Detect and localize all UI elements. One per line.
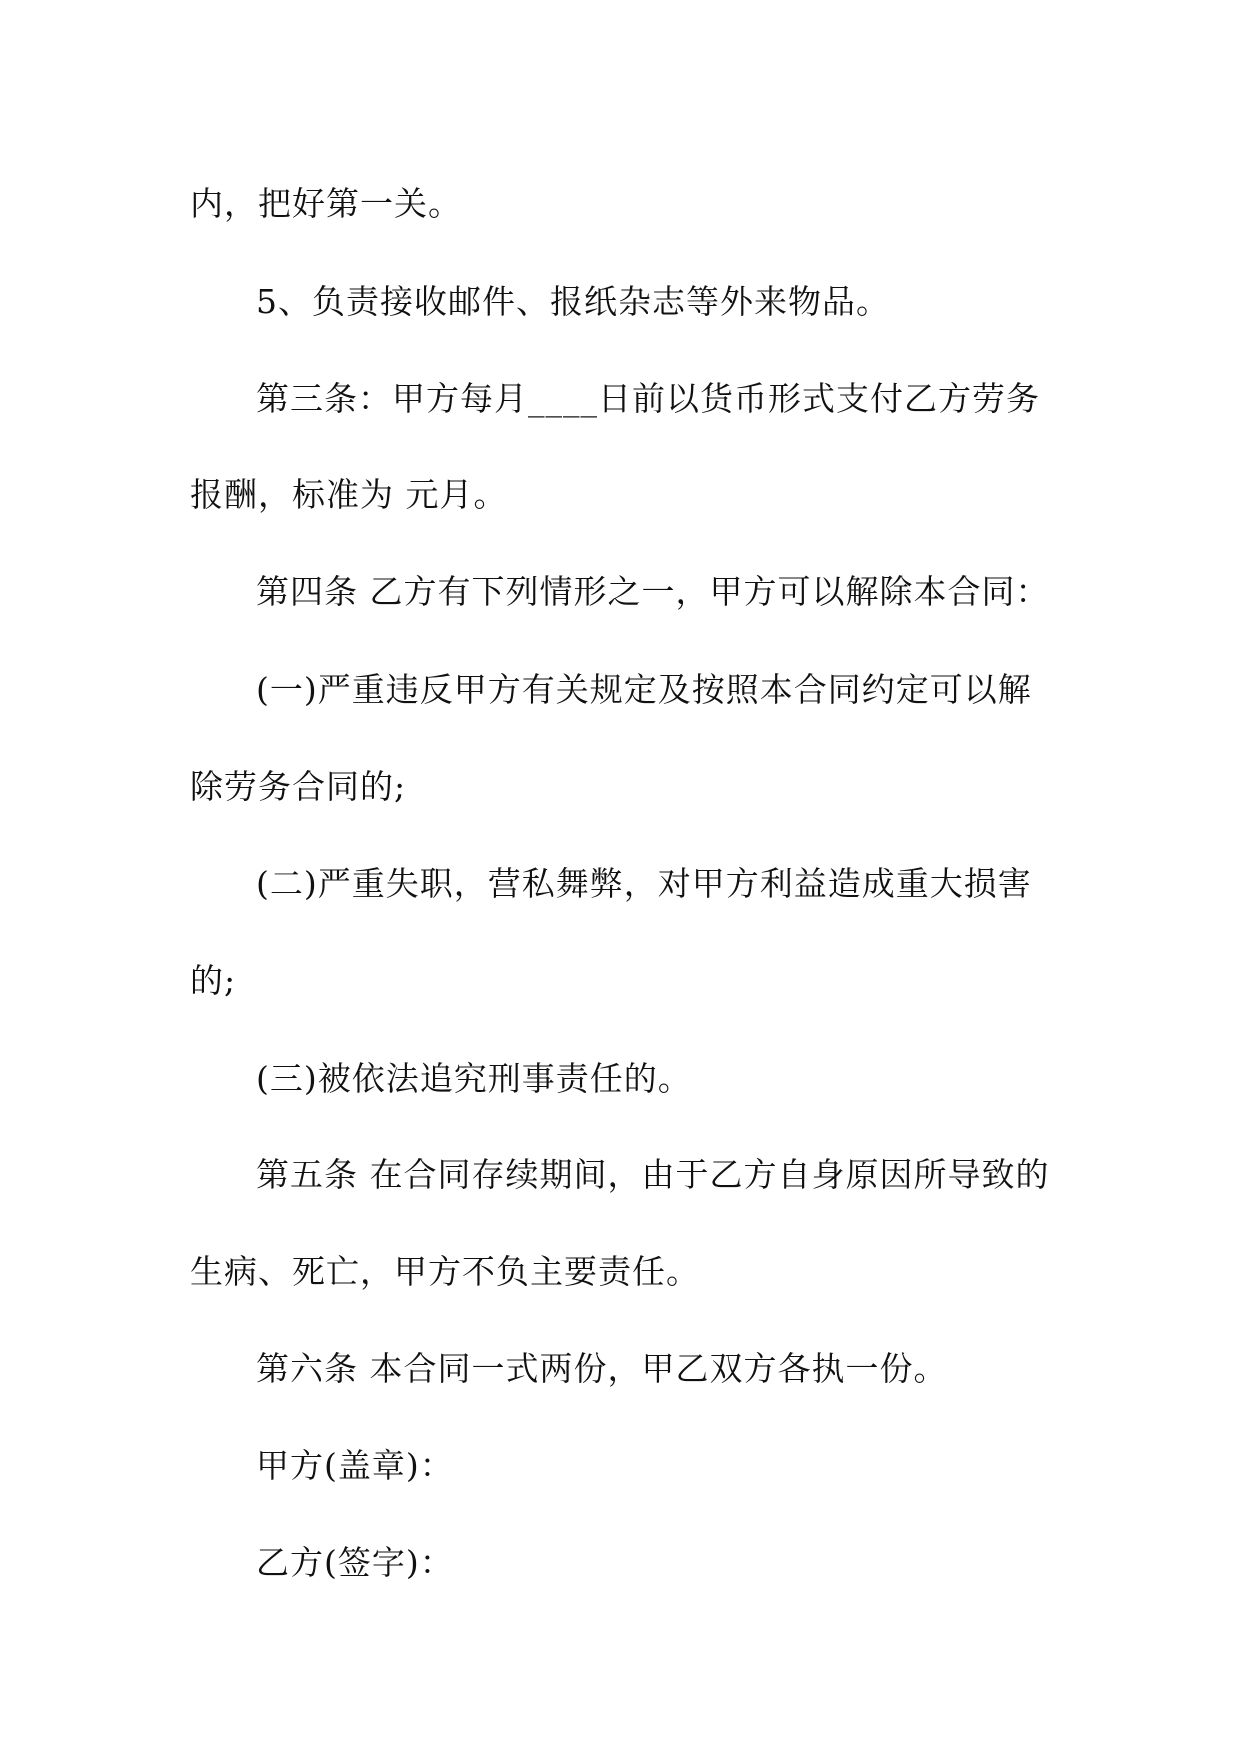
text-line-12: 生病、死亡，甲方不负主要责任。 [190,1252,700,1291]
text-line-4: 报酬，标准为 元月。 [190,475,508,514]
text-line-5: 第四条 乙方有下列情形之一，甲方可以解除本合同： [256,572,1050,611]
text-line-11: 第五条 在合同存续期间，由于乙方自身原因所导致的 [256,1155,1050,1194]
text-line-2: 5、负责接收邮件、报纸杂志等外来物品。 [256,282,890,321]
text-line-1: 内，把好第一关。 [190,184,462,223]
text-line-9: 的; [190,961,237,1000]
text-line-14: 甲方(盖章)： [256,1446,454,1485]
text-line-13: 第六条 本合同一式两份，甲乙双方各执一份。 [256,1349,948,1388]
text-line-6: (一)严重违反甲方有关规定及按照本合同约定可以解 [256,670,1032,709]
text-line-8: (二)严重失职，营私舞弊，对甲方利益造成重大损害 [256,864,1032,903]
text-line-10: (三)被依法追究刑事责任的。 [256,1059,692,1098]
text-line-7: 除劳务合同的; [190,767,407,806]
text-line-15: 乙方(签字)： [256,1543,454,1582]
text-line-3: 第三条：甲方每月____日前以货币形式支付乙方劳务 [256,379,1040,418]
